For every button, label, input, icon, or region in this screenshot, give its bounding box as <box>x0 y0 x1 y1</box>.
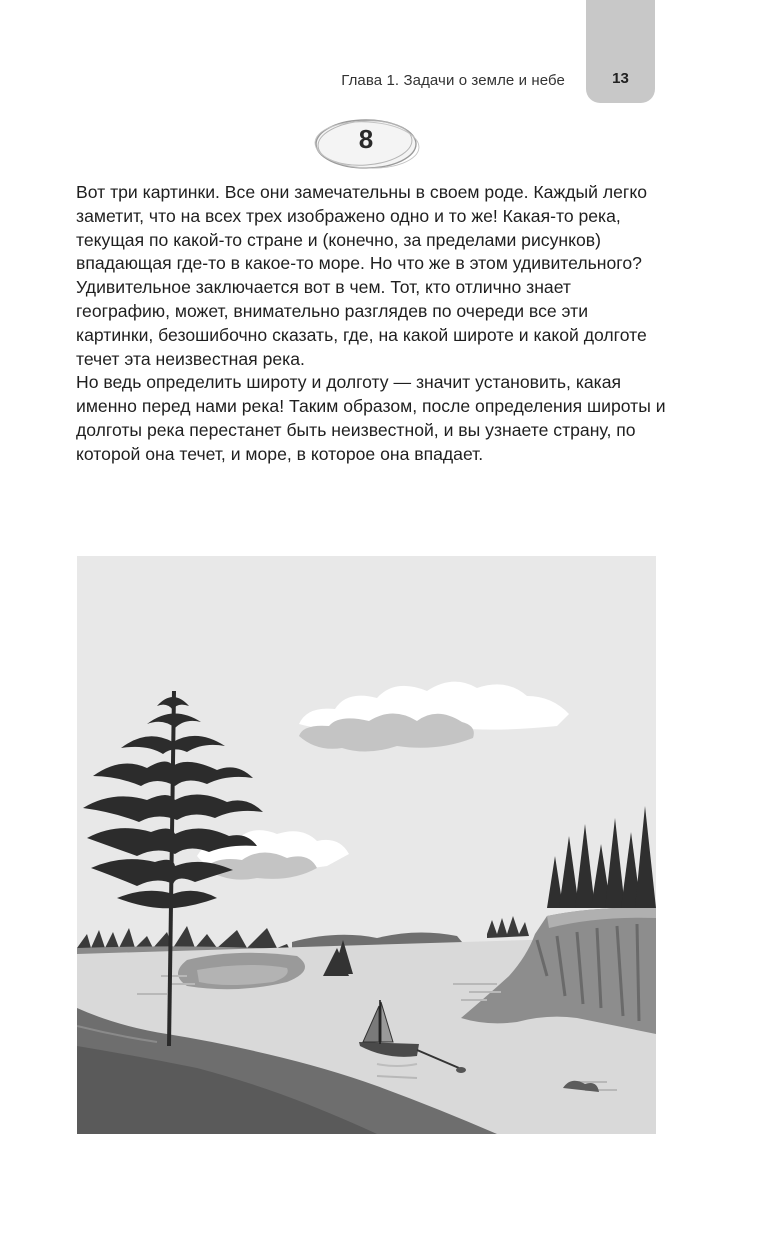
task-text <box>76 181 666 467</box>
paragraph: Вот три картинки. Все они замечательны в своем роде. Каждый легко заметит, что на всех трех изображено одно и то же! Какая-то река, текущая по какой-то стране и (конечно, за пределами рисунков) впадающая где-то в какое-то море. Но что же в этом удивительного? <box>76 182 648 274</box>
river-landscape-illustration <box>77 556 656 1134</box>
page-number: 13 <box>612 70 629 87</box>
paragraph: Удивительное заключается вот в чем. Тот, кто отлично знает географию, может, внимательно разглядев по очереди все эти картинки, безошибочно сказать, где, на какой широте и какой долготе течет эта неизвестная река. <box>76 277 647 369</box>
running-header: Глава 1. Задачи о земле и небе <box>341 72 565 89</box>
task-number: 8 <box>358 124 374 154</box>
page-number-tab <box>586 0 655 103</box>
paragraph: Но ведь определить широту и долготу — значит установить, какая именно перед нами река! Таким образом, после определения широты и долготы река перестанет быть неизвестной, и вы узнаете страну, по которой она течет, и море, в которое она впадает. <box>76 372 666 464</box>
